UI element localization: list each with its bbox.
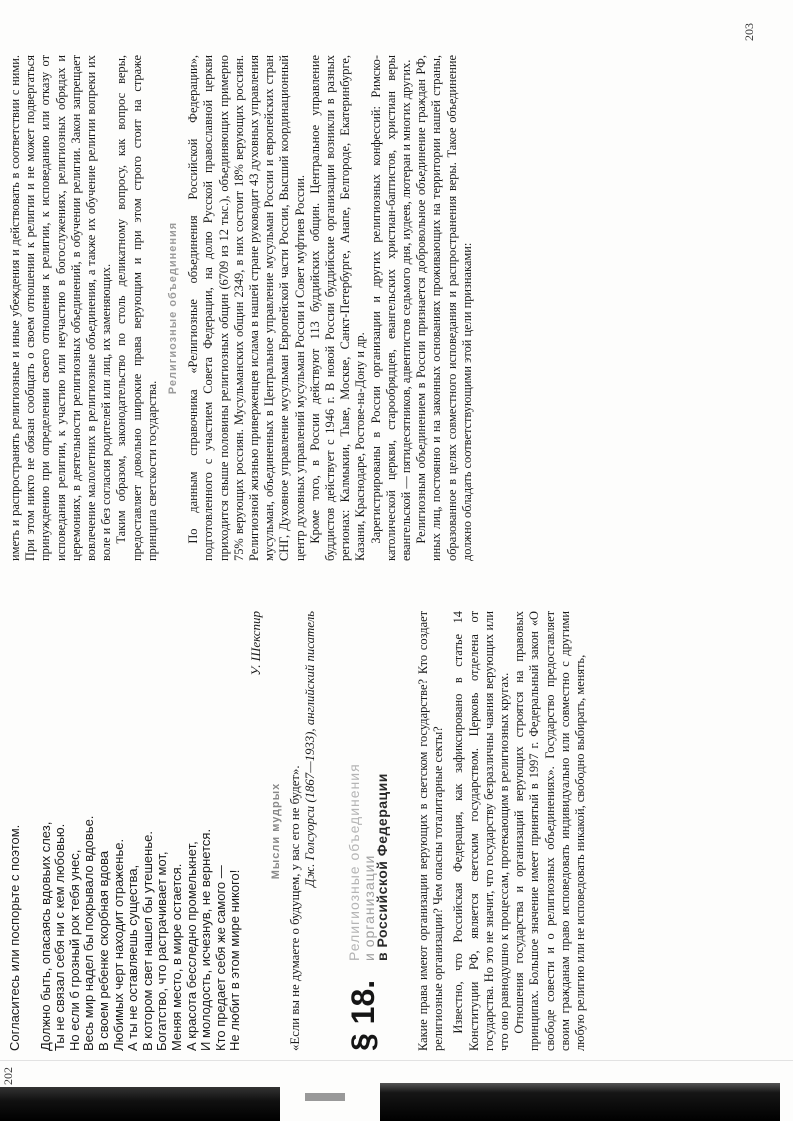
poem-line: Не любит в этом мире никого! [227,869,243,1051]
section-heading [346,611,408,1051]
scan-shadow-top [0,1087,280,1121]
poem-author: У. Шекспир [247,611,263,676]
paragraph: Известно, что Российская Федерация, как зафиксировано в статье 14 Конституции РФ, является светским государством. Церковь отделена от государства. Но это не значит, что государству безразличны чаяния верующих или что оно равнодушно к процессам, протекающим в религиозных кругах. [451,611,512,1051]
poem-block [7,611,264,1051]
poem-line: Кто предает себя же самого — [212,865,228,1051]
scan-artifact [305,1093,345,1101]
poem-line: А красота бесследно промелькнет, [183,841,199,1051]
right-page [8,41,768,561]
scan-shadow-bottom [380,1083,780,1121]
thoughts-block [270,611,318,1051]
poem-line: Должно быть, опасаясь вдовьих слез, [37,821,53,1051]
poem-line: В своем ребенке скорбная вдова [95,850,111,1051]
section-number: § 18. [345,979,381,1051]
paragraph: Зарегистрированы в России организации и других религиозных конфессий: Римско-католической церкви, старообрядцев, евангельских христиан-баптистов, христиан веры евангельской — пятидесятников, адвентистов седьмого дня, иудеев, лютеран и многих других. [368,55,414,561]
section-title-line3: в Российской Федерации [374,773,390,961]
quote-author: Дж. Голсуорси (1867—1933), английский писатель [303,611,317,887]
poem-line: И молодость, исчезнув, не вернется. [198,828,214,1051]
poem-line: Меняя место, в мире остается. [168,863,184,1051]
paragraph: Религиозным объединением в России признается добровольное объединение граждан РФ, иных лиц, постоянно и на законных основаниях проживающих на территории нашей страны, образованное в целях совместного исповедания и распространения веры. Такое объединение должно обладать соответствующими этой цели признаками: [414,55,474,561]
paragraph: Отношения государства и организаций верующих строятся на правовых принципах. Большое значение имеет принятый в 1997 г. Федеральный закон «О свободе совести и о религиозных объединениях». Государство предоставляет своим гражданам право исповедовать индивидуально или совместно с другими любую религию или не исповедовать никакой, свободно выбирать, менять, [512,611,588,1051]
poem-lines [39,651,243,1051]
paragraph: По данным справочника «Религиозные объединения Российской Федерации», подготовленного с участием Совета Федерации, на долю Русской православной церкви приходится свыше половины религиозных общин (6709 из 12 тыс.), объединяющих примерно 75% верующих россиян. Мусульманских общин 2349, в них состоит 18% верующих россиян. Религиозной жизнью приверженцев ислама в нашей стране руководит 43 духовных управления мусульман, объединенных в Центральное управление мусульман России и европейских стран СНГ, Духовное управление мусульман Европейской части России, Высший координационный центр духовных управлений мусульман России и Совет муфтиев России. [186,55,307,561]
sub-heading: Религиозные объединения [167,221,180,395]
page-edge [0,1060,793,1061]
poem-line: Ты не связал себя ни с кем любовью. [52,823,68,1051]
quote-text: «Если вы не думаете о будущем, у вас его не будет». [288,765,302,1051]
intro-questions: Какие права имеют организации верующих в светском государстве? Кто создает религиозные организации? Чем опасны тоталитарные секты? [416,611,446,1051]
left-body-text [416,611,588,1051]
poem-line: Но если б грозный рок тебя унес, [66,849,82,1051]
paragraph: Кроме того, в России действуют 113 буддийских общин. Центральное управление буддистов действует с 1946 г. В новой России буддийские организации возникли в разных регионах: Калмыкии, Тыве, Москве, Санкт-Петербурге, Анапе, Белгороде, Екатеринбурге, Казани, Краснодаре, Ростове-на-Дону и др. [307,55,368,561]
poem-line: Богатство, что растрачивает мот, [154,851,170,1051]
section-title-line2: и организации [361,854,377,961]
left-page [8,599,768,1051]
paragraph: иметь и распространять религиозные и иные убеждения и действовать в соответствии с ними. При этом никто не обязан сообщать о своем отношении к религии и не может подвергаться принуждению при определении своего отношения к религии, к исповеданию или отказу от исповедания религии, к участию или неучастию в богослужениях, религиозных обрядах и церемониях, в деятельности религиозных объединений, в обучении религии. Закон запрещает вовлечение малолетних в религиозные объединения, а также их обучение религии вопреки их воле и без согласия родителей или лиц, их заменяющих. [8,55,114,561]
poem-intro: Согласитесь или поспорьте с поэтом. [7,824,22,1051]
poem-line: Весь мир надел бы покрывало вдовье. [81,815,97,1051]
poem-line: В котором свет нашел бы утешенье. [139,831,155,1051]
page-number-right: 203 [742,23,756,41]
section-title-line1: Религиозные объединения [346,763,362,961]
right-body-text [8,55,475,561]
poem-line: А ты не оставляешь существа, [125,864,141,1051]
page-number-left: 202 [1,1067,15,1085]
thoughts-label: Мысли мудрых [270,782,282,880]
paragraph: Таким образом, законодательство по столь деликатному вопросу, как вопрос веры, предоставляет довольно широкие права верующим и при этом строго стоит на страже принципа светскости государства. [114,55,159,561]
poem-line: Любимых черт находит отраженье. [110,838,126,1051]
